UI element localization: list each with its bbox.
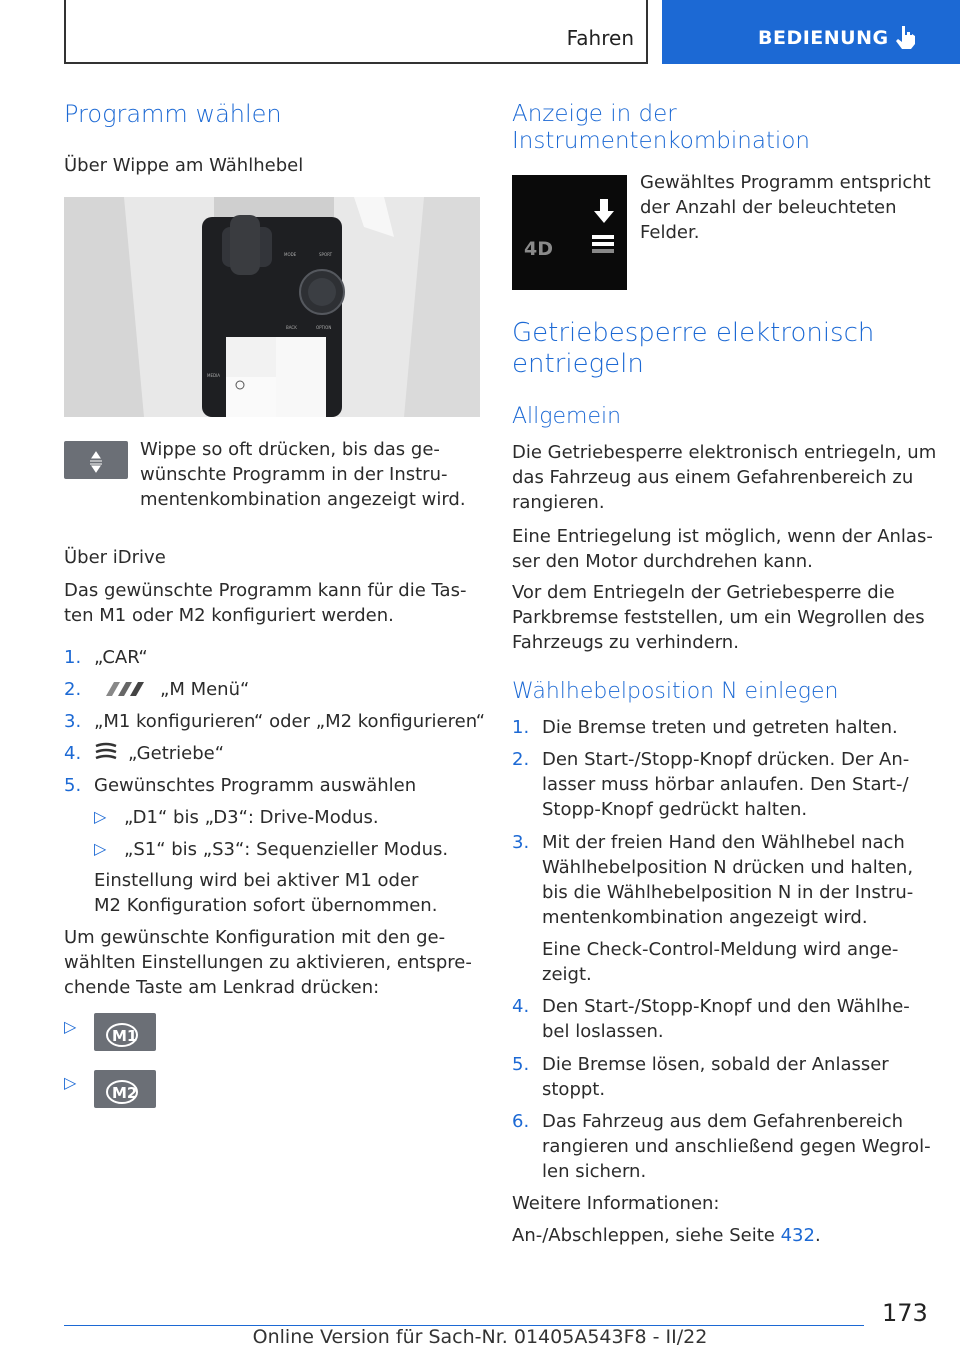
step-text: „M Menü“ [160,679,250,700]
idrive-line-1: Das gewünschte Programm kann für die Tas- [64,580,467,601]
photo-sport-label: SPORT [319,252,333,257]
step-text: Gewünschtes Programm auswählen [94,775,417,796]
m2-key-label: M2 [112,1084,138,1102]
m2-key-icon [94,1070,156,1108]
bullet-text: „S1“ bis „S3“: Sequenzieller Modus. [124,839,449,860]
step-text: „Getriebe“ [128,743,225,764]
step-text: „M1 konfigurieren“ oder „M2 konfigurieren“ [94,711,486,732]
step-text: Stopp-Knopf gedrückt halten. [542,799,808,820]
m1-key-label: M1 [112,1027,138,1045]
wippe-line-1: Wippe so oft drücken, bis das ge- [140,439,440,460]
step-text: lasser muss hörbar anlaufen. Den Start-/ [542,774,909,795]
header-chapter-label: BEDIENUNG [758,27,889,49]
para1-line-3: rangieren. [512,492,605,513]
para3-line-1: Vor dem Entriegeln der Getriebesperre die [512,582,895,603]
step-text: Die Bremse lösen, sobald der Anlasser [542,1054,889,1075]
wippe-key-icon [64,441,128,479]
para1-line-2: das Fahrzeug aus einem Gefahrenbereich zu [512,467,914,488]
page-reference-link[interactable]: 432 [780,1225,815,1246]
para-line-3: chende Taste am Lenkrad drücken: [64,977,380,998]
subheading-allgemein: Allgemein [512,404,622,429]
para-line-2: wählten Einstellungen zu aktivieren, entspre- [64,952,472,973]
bullet-text: „D1“ bis „D3“: Drive-Modus. [124,807,379,828]
step-note: zeigt. [542,964,592,985]
wippe-line-2: wünschte Programm in der Instru- [140,464,448,485]
section-title-programm: Programm wählen [64,100,282,128]
photo-back-label: BACK [286,325,297,330]
step-number: 1. [512,717,530,738]
display-line-3: Felder. [640,222,700,243]
step-text: stoppt. [542,1079,606,1100]
section-title-getriebesperre-2: entriegeln [512,349,644,379]
step-number: 5. [64,775,82,796]
display-line-2: der Anzahl der beleuchteten [640,197,897,218]
m1-key-icon [94,1013,156,1051]
idrive-line-2: ten M1 oder M2 konfiguriert werden. [64,605,394,626]
footer-text: Online Version für Sach-Nr. 01405A543F8 - II/22 [252,1326,708,1348]
photo-option-label: OPTION [316,325,332,330]
instrument-display-icon [512,175,627,290]
step-text: Das Fahrzeug aus dem Gefahrenbereich [542,1111,904,1132]
subheading-idrive: Über iDrive [64,547,166,568]
m-menu-icon [100,680,146,698]
para3-line-2: Parkbremse feststellen, um ein Wegrollen des [512,607,925,628]
para3-line-3: Fahrzeugs zu verhindern. [512,632,739,653]
bullet-arrow-icon: ▷ [94,807,107,826]
header-section-label: Fahren [566,26,634,50]
section-title-getriebesperre-1: Getriebesperre elektronisch [512,318,875,348]
page-reference-suffix: . [814,1225,821,1246]
step-text: Den Start-/Stopp-Knopf drücken. Der An- [542,749,910,770]
bullet-arrow-icon: ▷ [64,1073,77,1092]
section-title-anzeige-1: Anzeige in der [512,101,677,127]
step-note: Eine Check-Control-Meldung wird ange- [542,939,899,960]
para1-line-1: Die Getriebesperre elektronisch entriegeln, um [512,442,937,463]
header-section-box [64,0,648,64]
page-number: 173 [882,1299,928,1327]
step-number: 2. [64,679,82,700]
section-title-anzeige-2: Instrumentenkombination [512,128,810,154]
step-number: 5. [512,1054,530,1075]
step-text: Wählhebelposition N drücken und halten, [542,857,914,878]
bullet-arrow-icon: ▷ [94,839,107,858]
step-number: 1. [64,647,82,668]
step-number: 4. [512,996,530,1017]
header-chapter-tab[interactable] [662,0,960,64]
step-text: bis die Wählhebelposition N in der Instru- [542,882,914,903]
photo-mode-label: MODE [284,252,297,257]
step-text: „CAR“ [94,647,148,668]
gearbox-icon [94,742,118,764]
step-text: mentenkombination angezeigt wird. [542,907,868,928]
step-text: rangieren und anschließend gegen Wegrol- [542,1136,931,1157]
step-number: 6. [512,1111,530,1132]
note-line-2: M2 Konfiguration sofort übernommen. [94,895,438,916]
step-number: 3. [512,832,530,853]
display-mode-label: 4D [524,238,553,260]
step-number: 3. [64,711,82,732]
step-number: 4. [64,743,82,764]
step-text: Den Start-/Stopp-Knopf und den Wählhe- [542,996,910,1017]
note-line-1: Einstellung wird bei aktiver M1 oder [94,870,419,891]
subheading-wippe: Über Wippe am Wählhebel [64,155,304,176]
display-line-1: Gewähltes Programm entspricht [640,172,931,193]
step-text: len sichern. [542,1161,647,1182]
step-number: 2. [512,749,530,770]
step-text: bel loslassen. [542,1021,664,1042]
bullet-arrow-icon: ▷ [64,1017,77,1036]
subheading-waehlhebel: Wählhebelposition N einlegen [512,679,839,704]
para-line-1: Um gewünschte Konfiguration mit den ge- [64,927,446,948]
para2-line-2: ser den Motor durchdrehen kann. [512,551,813,572]
step-text: Die Bremse treten und getreten halten. [542,717,898,738]
page-reference [512,1223,821,1248]
wippe-line-3: mentenkombination angezeigt wird. [140,489,466,510]
hand-pointer-icon [894,24,916,50]
para2-line-1: Eine Entriegelung ist möglich, wenn der Anlas- [512,526,933,547]
photo-media-label: MEDIA [207,373,220,378]
more-info-label: Weitere Informationen: [512,1193,720,1214]
page-reference-text: An-/Abschleppen, siehe Seite [512,1225,781,1246]
step-text: Mit der freien Hand den Wählhebel nach [542,832,905,853]
gear-selector-photo [64,197,480,417]
